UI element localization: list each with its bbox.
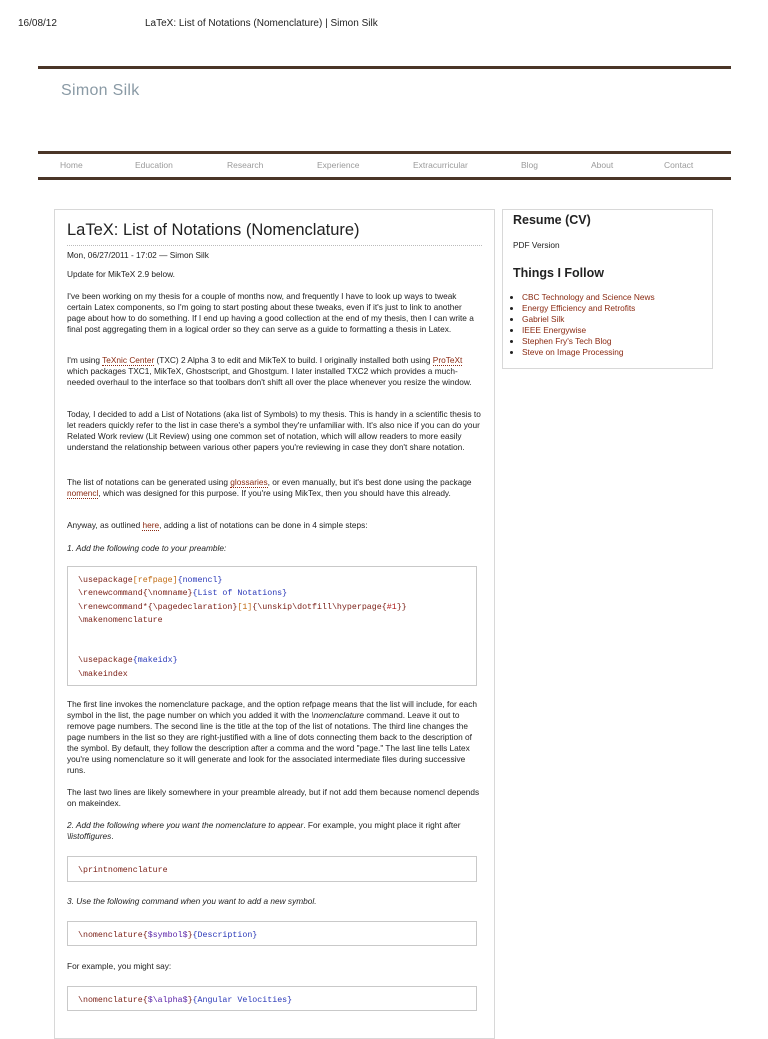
paragraph-notations: Today, I decided to add a List of Notations (aka list of Symbols) to my thesis. This is handy in a scientific thesis to let readers quickly refer to the list in case there's a symbol they're unfamiliar with. It's also nice if you can do your Related Work review (Lit Review) using one common set of notation, which will allow readers to more easily understand the relationship between various other papers you're reviewing in case they don't share notation. [67, 409, 481, 452]
follow-list [511, 292, 655, 358]
nav-contact[interactable]: Contact [664, 160, 694, 170]
paragraph-steps: Anyway, as outlined here, adding a list of notations can be done in 4 simple steps: [67, 520, 368, 530]
follow-link-stephen-fry[interactable]: Stephen Fry's Tech Blog [522, 336, 612, 346]
code-line: \usepackage{makeidx} [78, 656, 178, 666]
follow-link-cbc[interactable]: CBC Technology and Science News [522, 292, 655, 302]
nav-blog[interactable]: Blog [521, 160, 539, 170]
post-meta: Mon, 06/27/2011 - 17:02 — Simon Silk [67, 250, 209, 260]
list-item [522, 325, 655, 336]
title-divider [67, 245, 482, 246]
print-page-title: LaTeX: List of Notations (Nomenclature) | Simon Silk [145, 18, 378, 29]
protext-link[interactable]: ProTeXt [432, 355, 463, 365]
texnic-center-link[interactable]: TeXnic Center [102, 355, 155, 365]
code-line: \usepackage[refpage]{nomencl} [78, 576, 223, 585]
follow-link-gabriel[interactable]: Gabriel Silk [522, 314, 565, 324]
nav-research[interactable]: Research [227, 160, 264, 170]
header-top-rule [38, 66, 731, 69]
resume-heading: Resume (CV) [513, 213, 591, 227]
main-nav [38, 154, 731, 177]
paragraph-intro: I've been working on my thesis for a couple of months now, and frequently I have to look up ways to tweak certain Latex components, so I'm going to start posting about these tweaks, even if it's just to link to another page about how to do something. If I end up having a good collection at the end of my thesis, then I can write a final post aggregating them in a logical order so they can serve as a guide to formatting a thesis in Latex. [67, 291, 474, 334]
code-line: \renewcommand*{\pagedeclaration}[1]{\unskip\dotfill\hyperpage{#1}} [78, 602, 407, 612]
print-date: 16/08/12 [18, 18, 57, 29]
list-item [522, 292, 655, 303]
paragraph-packages: The list of notations can be generated using glossaries, or even manually, but it's best done using the package nomencl, which was designed for this purpose. If you're using MikTex, then you should have this already. [67, 477, 472, 498]
nav-home[interactable]: Home [60, 160, 83, 170]
list-item [522, 347, 655, 358]
here-link[interactable]: here [142, 520, 160, 530]
code-line: \printnomenclature [78, 866, 168, 875]
site-name[interactable]: Simon Silk [61, 82, 140, 99]
follow-heading: Things I Follow [513, 266, 604, 280]
pdf-version-link[interactable]: PDF Version [513, 240, 560, 250]
code-block-preamble [67, 566, 477, 686]
glossaries-link[interactable]: glossaries [230, 477, 268, 487]
code-line: \makenomenclature [78, 616, 163, 626]
nav-about[interactable]: About [591, 160, 614, 170]
list-item [522, 303, 655, 314]
code-line: \makeindex [78, 669, 128, 679]
nav-education[interactable]: Education [135, 160, 173, 170]
update-note: Update for MikTeX 2.9 below. [67, 269, 175, 279]
follow-link-ieee[interactable]: IEEE Energywise [522, 325, 587, 335]
nav-extracurricular[interactable]: Extracurricular [413, 160, 468, 170]
step-1: 1. Add the following code to your preamble: [67, 543, 227, 553]
example-text: For example, you might say: [67, 961, 172, 971]
step-2: 2. Add the following where you want the nomenclature to appear. For example, you might place it right after \listoffigures. [67, 820, 461, 841]
nav-experience[interactable]: Experience [317, 160, 360, 170]
paragraph-tools: I'm using TeXnic Center (TXC) 2 Alpha 3 to edit and MikTeX to build. I originally installed both using ProTeXt which packages TXC1, MikTeX, Ghostscript, and Ghostgum. I later installed TXC2 which provides a much-needed overhaul to the interface so that toolbars don't shift all over the place whenever you resize the window. [67, 355, 472, 387]
list-item [522, 336, 655, 347]
code-line: \renewcommand{\nomname}{List of Notations} [78, 589, 288, 599]
list-item [522, 314, 655, 325]
nomencl-link[interactable]: nomencl [67, 488, 99, 498]
follow-link-steve[interactable]: Steve on Image Processing [522, 347, 624, 357]
step-3: 3. Use the following command when you want to add a new symbol. [67, 896, 317, 906]
code-block-symbol [67, 921, 477, 946]
code-line: \nomenclature{$symbol$}{Description} [78, 931, 258, 940]
paragraph-makeindex: The last two lines are likely somewhere in your preamble already, but if not add them because nomencl depends on makeindex. [67, 787, 480, 808]
code-block-example [67, 986, 477, 1011]
follow-link-energy[interactable]: Energy Efficiency and Retrofits [522, 303, 636, 313]
code-block-print [67, 856, 477, 882]
code-line: \nomenclature{$\alpha$}{Angular Velocities} [78, 996, 293, 1005]
post-title: LaTeX: List of Notations (Nomenclature) [67, 221, 360, 239]
nav-bottom-rule [38, 177, 731, 180]
paragraph-explanation: The first line invokes the nomenclature package, and the option refpage means that the list will include, for each symbol in the list, the page number on which you added it with the \nomenclature command. Leave it out to remove page numbers. The second line is the title at the top of the list of notations. The third line changes the page numbers in the list so they are right-justified with a line of dots connecting them back to the description of the symbol. By default, they follow the description after a comma and the word "page." The last line tells Latex you're using nomenclature so it will generate and look for the associated intermediate files during successive runs. [67, 699, 478, 775]
